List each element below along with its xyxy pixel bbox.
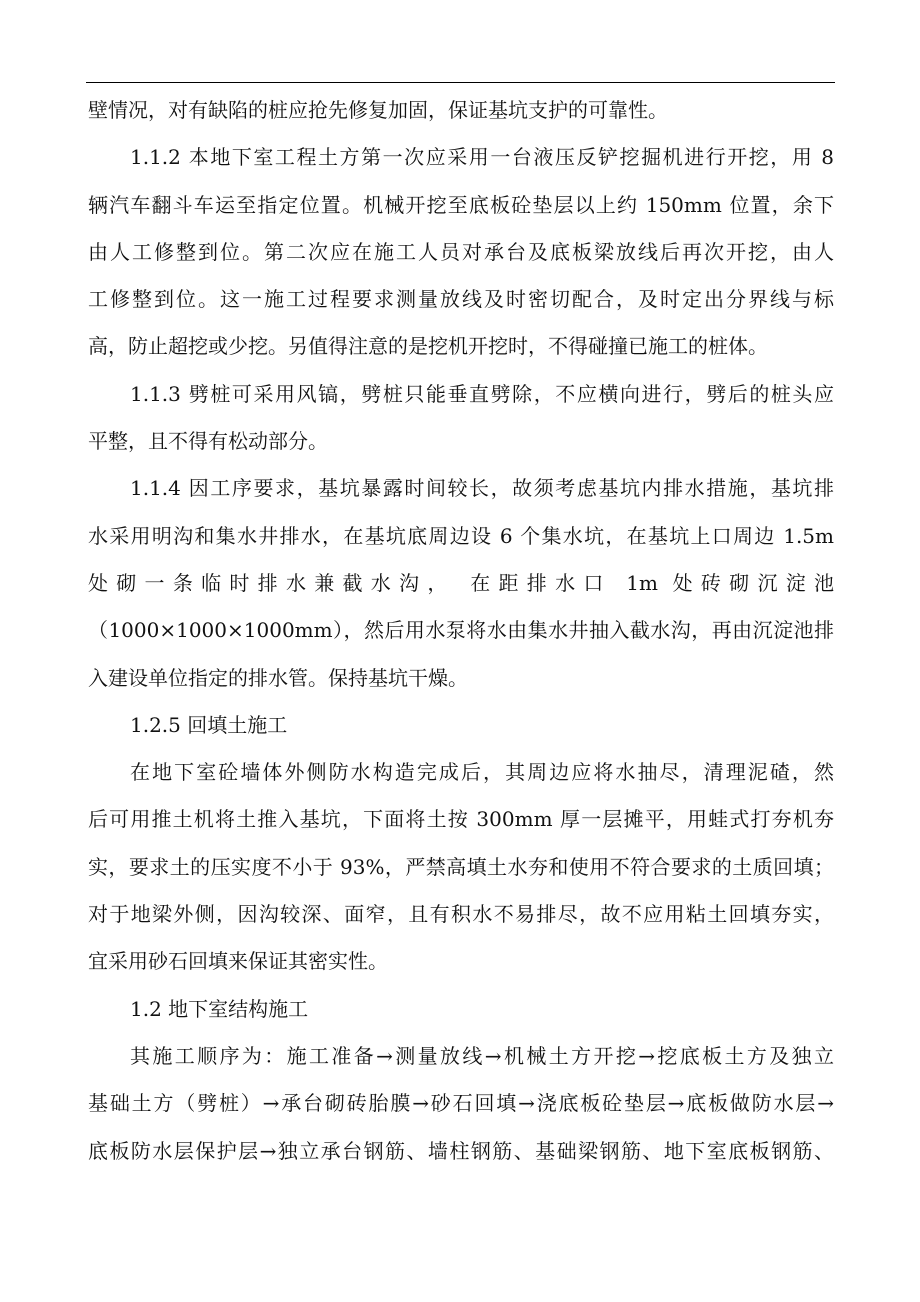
text-line: 宜采用砂石回填来保证其密实性。 <box>88 949 388 974</box>
text-line: 其施工顺序为：施工准备→测量放线→机械土方开挖→挖底板土方及独立 <box>130 1043 834 1068</box>
section-heading: 1.2 地下室结构施工 <box>130 996 309 1021</box>
section-heading: 1.2.5 回填土施工 <box>130 712 288 737</box>
header-rule <box>86 82 835 83</box>
text-line: 底板防水层保护层→独立承台钢筋、墙柱钢筋、基础梁钢筋、地下室底板钢筋、 <box>88 1138 834 1163</box>
text-line: 1.1.2 本地下室工程土方第一次应采用一台液压反铲挖掘机进行开挖，用 8 <box>130 145 834 170</box>
text-line: 1.1.4 因工序要求，基坑暴露时间较长，故须考虑基坑内排水措施，基坑排 <box>130 476 834 501</box>
text-line: 实，要求土的压实度不小于 93%，严禁高填土水夯和使用不符合要求的土质回填； <box>88 854 834 879</box>
text-line: 平整，且不得有松动部分。 <box>88 429 328 454</box>
text-line: 后可用推土机将土推入基坑，下面将土按 300mm 厚一层摊平，用蛙式打夯机夯 <box>88 807 834 832</box>
text-line: 工修整到位。这一施工过程要求测量放线及时密切配合，及时定出分界线与标 <box>88 287 834 312</box>
text-line: 在地下室砼墙体外侧防水构造完成后，其周边应将水抽尽，清理泥碴，然 <box>130 760 834 785</box>
text-line: 基础土方（劈桩）→承台砌砖胎膜→砂石回填→浇底板砼垫层→底板做防水层→ <box>88 1091 834 1116</box>
text-line: 水采用明沟和集水井排水，在基坑底周边设 6 个集水坑，在基坑上口周边 1.5m <box>88 523 834 548</box>
text-line: 对于地梁外侧，因沟较深、面窄，且有积水不易排尽，故不应用粘土回填夯实， <box>88 902 834 927</box>
text-line: 高，防止超挖或少挖。另值得注意的是挖机开挖时，不得碰撞已施工的桩体。 <box>88 334 768 359</box>
text-line: 处砌一条临时排水兼截水沟， 在距排水口 1m 处砖砌沉淀池 <box>88 570 834 595</box>
text-line: 入建设单位指定的排水管。保持基坑干燥。 <box>88 665 468 690</box>
text-line: 壁情况，对有缺陷的桩应抢先修复加固，保证基坑支护的可靠性。 <box>88 98 668 122</box>
document-body <box>88 87 834 1175</box>
text-line: 1.1.3 劈桩可采用风镐，劈桩只能垂直劈除，不应横向进行，劈后的桩头应 <box>130 381 834 406</box>
text-line: 由人工修整到位。第二次应在施工人员对承台及底板梁放线后再次开挖，由人 <box>88 239 834 264</box>
text-line: 辆汽车翻斗车运至指定位置。机械开挖至底板砼垫层以上约 150mm 位置，余下 <box>88 192 834 217</box>
text-line: （1000×1000×1000mm），然后用水泵将水由集水井抽入截水沟，再由沉淀池排 <box>88 618 834 643</box>
